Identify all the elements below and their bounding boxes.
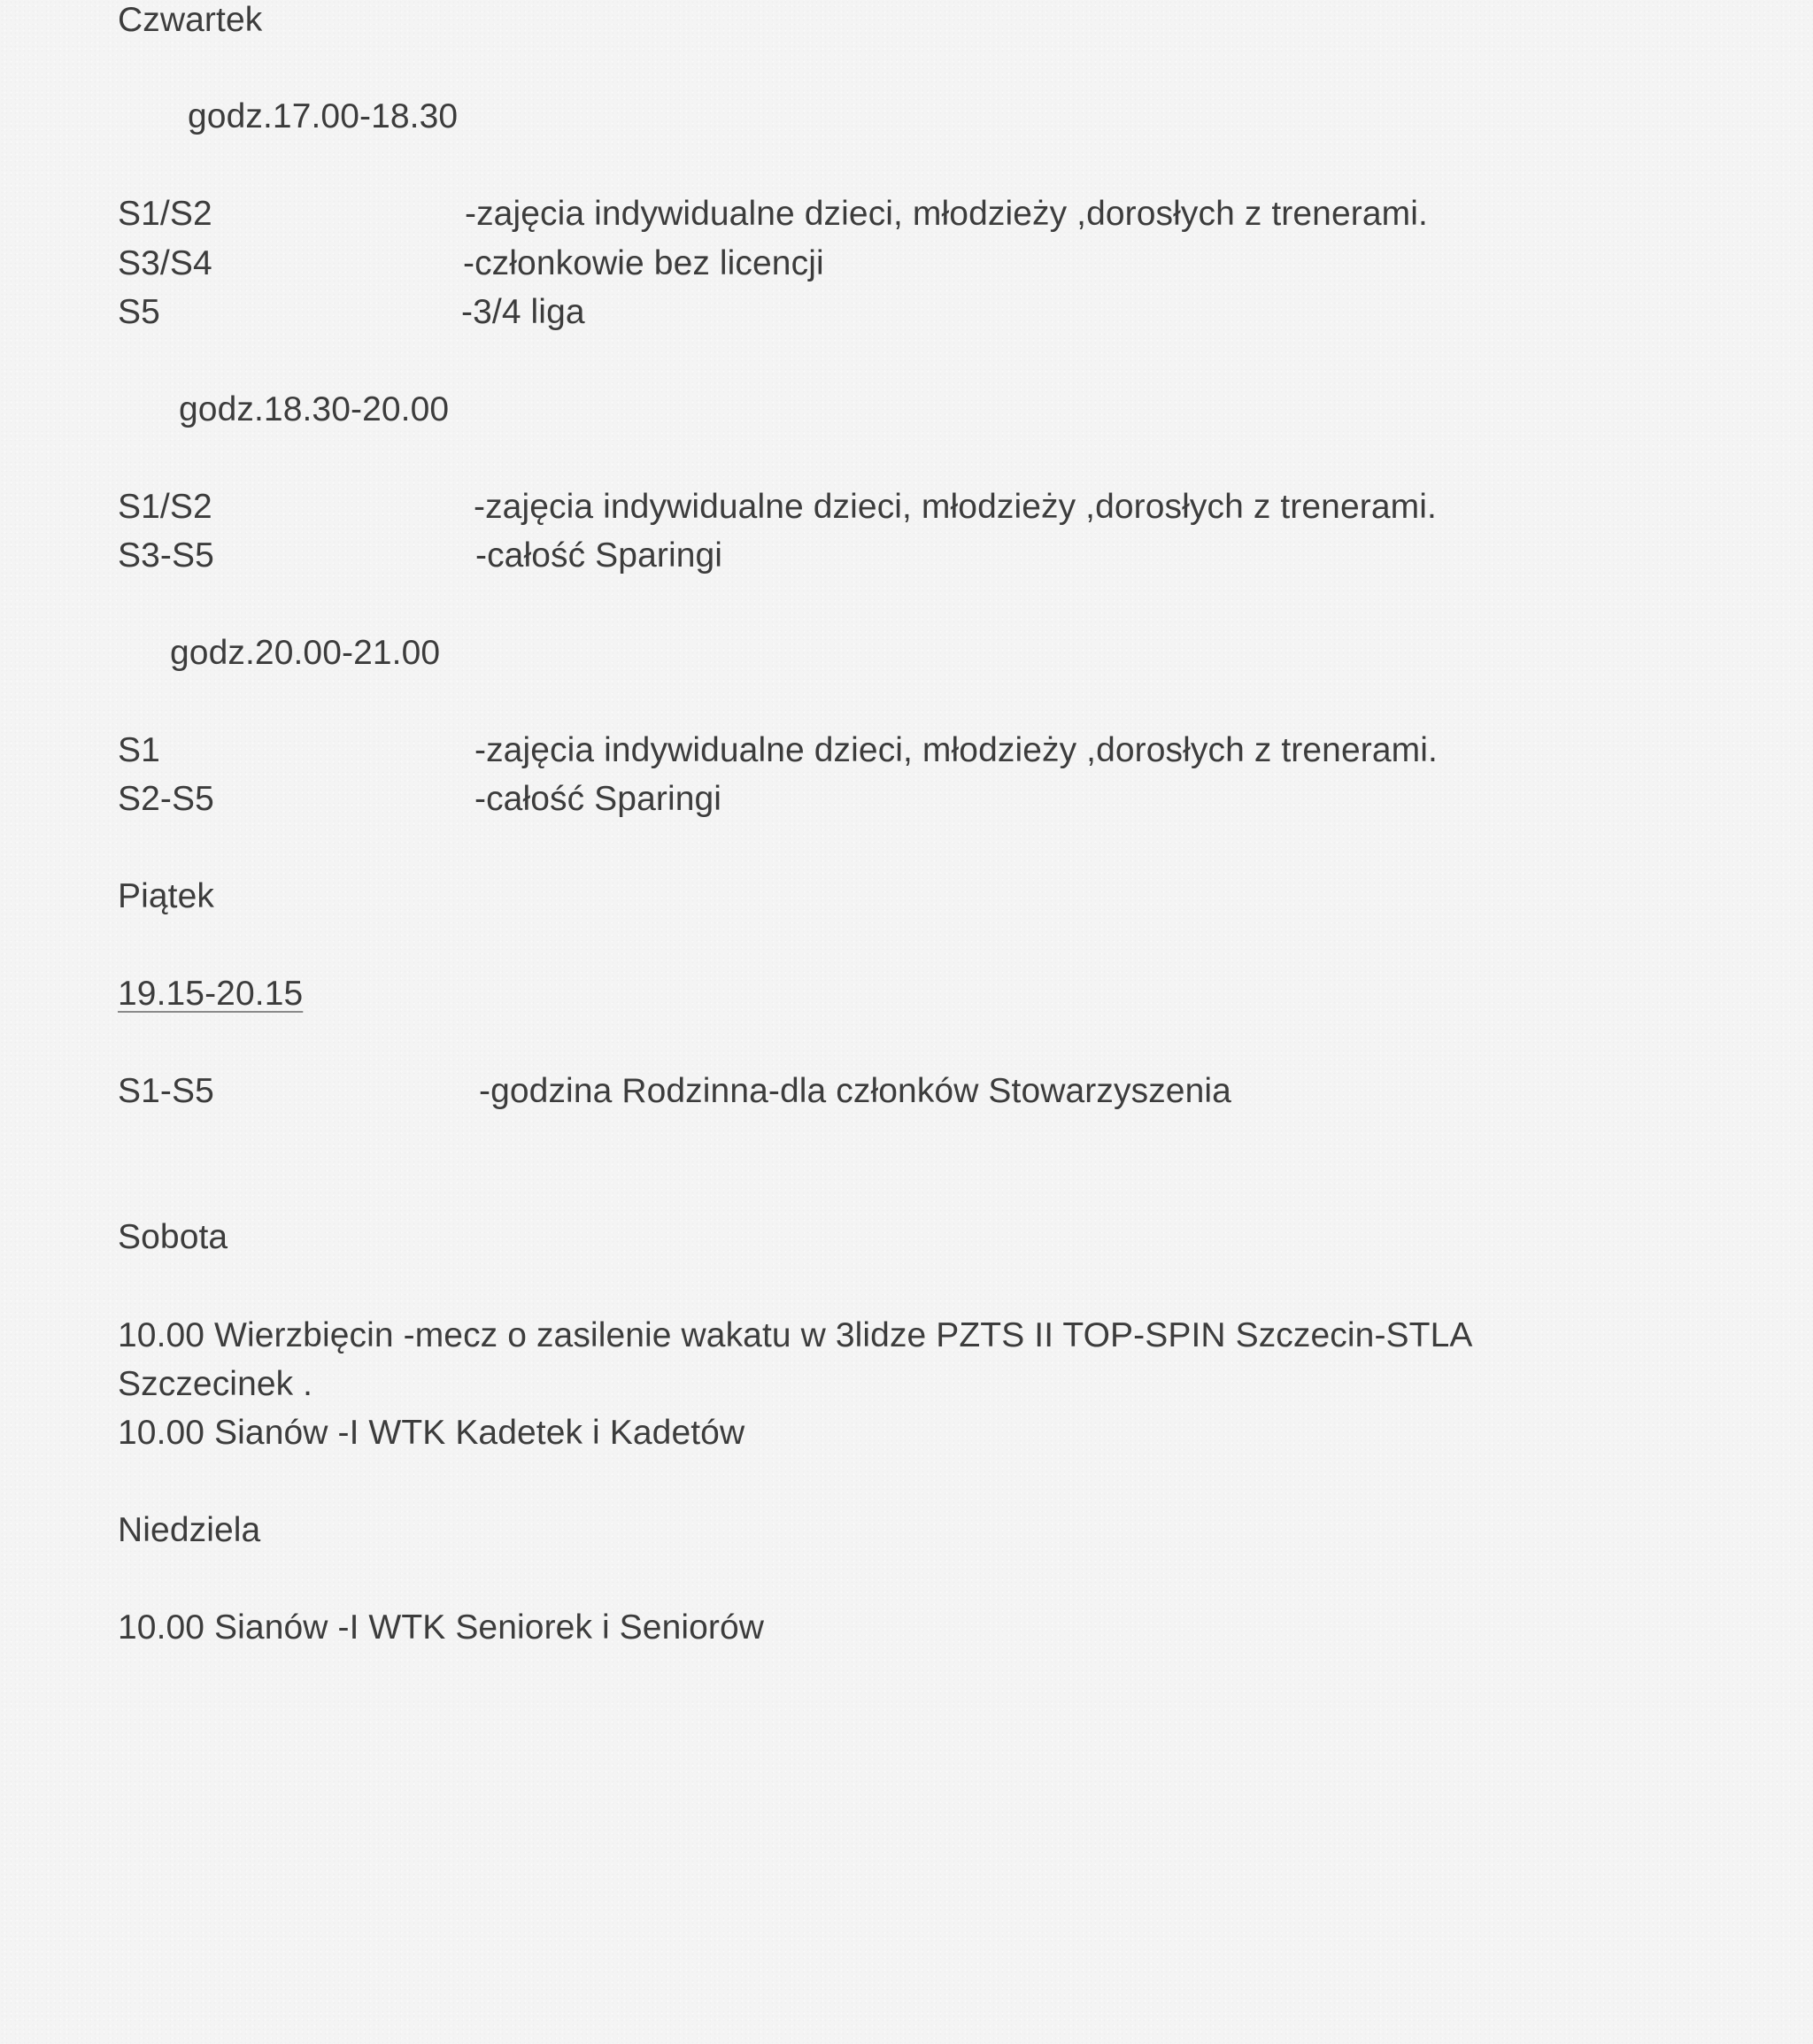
group-description: -członkowie bez licencji [463, 244, 824, 282]
group-code: S1/S2 [118, 488, 212, 526]
group-description: -zajęcia indywidualne dzieci, młodzieży ,dorosłych z trenerami. [465, 195, 1428, 233]
day-heading-thursday: Czwartek [118, 1, 263, 39]
group-description: -zajęcia indywidualne dzieci, młodzieży ,dorosłych z trenerami. [474, 731, 1438, 769]
group-code: S5 [118, 293, 160, 331]
group-description: -zajęcia indywidualne dzieci, młodzieży ,dorosłych z trenerami. [474, 488, 1437, 526]
time-slot-heading: 19.15-20.15 [118, 975, 304, 1013]
day-heading-saturday: Sobota [118, 1218, 228, 1256]
event-line: 10.00 Wierzbięcin -mecz o zasilenie wakatu w 3lidze PZTS II TOP-SPIN Szczecin-STLA [118, 1316, 1473, 1354]
group-code: S1 [118, 731, 160, 769]
day-heading-friday: Piątek [118, 877, 214, 915]
group-description: -3/4 liga [461, 293, 585, 331]
group-description: -godzina Rodzinna-dla członków Stowarzyszenia [479, 1072, 1231, 1110]
time-slot-heading: godz.20.00-21.00 [170, 634, 441, 672]
group-code: S1-S5 [118, 1072, 214, 1110]
time-slot-heading: godz.17.00-18.30 [188, 97, 459, 135]
event-line: 10.00 Sianów -I WTK Seniorek i Seniorów [118, 1608, 765, 1647]
group-description: -całość Sparingi [475, 536, 723, 575]
event-line: 10.00 Sianów -I WTK Kadetek i Kadetów [118, 1414, 745, 1452]
day-heading-sunday: Niedziela [118, 1511, 261, 1549]
event-line: Szczecinek . [118, 1365, 313, 1403]
time-slot-heading: godz.18.30-20.00 [179, 390, 450, 428]
group-code: S1/S2 [118, 195, 212, 233]
group-code: S3-S5 [118, 536, 214, 575]
group-code: S3/S4 [118, 244, 212, 282]
group-code: S2-S5 [118, 780, 214, 818]
group-description: -całość Sparingi [474, 780, 722, 818]
